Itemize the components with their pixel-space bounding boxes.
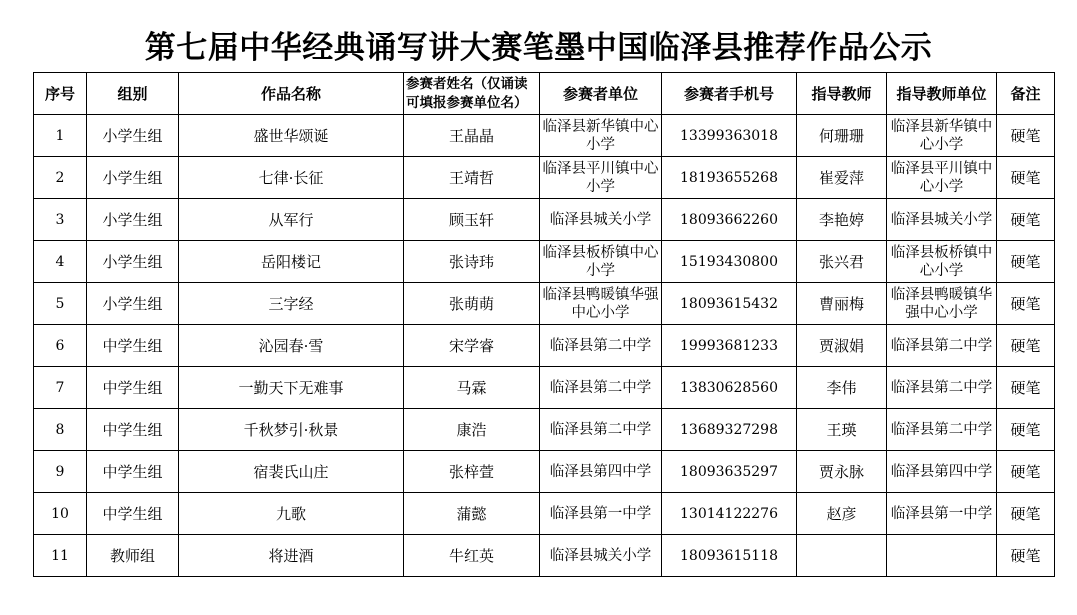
cell-no: 5: [34, 283, 87, 325]
cell-note: 硬笔: [997, 325, 1055, 367]
cell-group: 小学生组: [87, 115, 179, 157]
cell-work: 九歌: [179, 493, 404, 535]
header-work: 作品名称: [179, 73, 404, 115]
cell-teacher-unit: 临泽县第四中学: [887, 451, 997, 493]
cell-work: 将进酒: [179, 535, 404, 577]
cell-teacher-unit: 临泽县第二中学: [887, 409, 997, 451]
cell-no: 6: [34, 325, 87, 367]
page-title: 第七届中华经典诵写讲大赛笔墨中国临泽县推荐作品公示: [144, 30, 933, 66]
table-row: [34, 157, 1055, 199]
cell-phone: 19993681233: [662, 325, 797, 367]
cell-note: 硬笔: [997, 535, 1055, 577]
cell-work: 盛世华颂诞: [179, 115, 404, 157]
cell-teacher-unit: 临泽县第二中学: [887, 325, 997, 367]
cell-phone: 13014122276: [662, 493, 797, 535]
cell-teacher: 何珊珊: [797, 115, 887, 157]
table-row: [34, 241, 1055, 283]
cell-unit: 临泽县城关小学: [540, 199, 662, 241]
works-table: [33, 72, 1055, 577]
table-row: [34, 535, 1055, 577]
cell-teacher-unit: 临泽县城关小学: [887, 199, 997, 241]
cell-phone: 13399363018: [662, 115, 797, 157]
cell-name: 蒲懿: [404, 493, 540, 535]
table-row: [34, 409, 1055, 451]
cell-work: 岳阳楼记: [179, 241, 404, 283]
cell-no: 11: [34, 535, 87, 577]
header-phone: 参赛者手机号: [662, 73, 797, 115]
cell-teacher-unit: 临泽县板桥镇中心小学: [887, 241, 997, 283]
cell-teacher-unit: 临泽县新华镇中心小学: [887, 115, 997, 157]
cell-note: 硬笔: [997, 493, 1055, 535]
cell-no: 9: [34, 451, 87, 493]
cell-no: 1: [34, 115, 87, 157]
cell-teacher: 王瑛: [797, 409, 887, 451]
cell-note: 硬笔: [997, 367, 1055, 409]
header-name: 参赛者姓名（仅诵读可填报参赛单位名）: [404, 73, 540, 115]
cell-name: 顾玉轩: [404, 199, 540, 241]
table-header-row: [34, 73, 1055, 115]
cell-group: 中学生组: [87, 367, 179, 409]
cell-group: 小学生组: [87, 283, 179, 325]
cell-teacher: 贾淑娟: [797, 325, 887, 367]
table-row: [34, 199, 1055, 241]
cell-work: 宿裴氏山庄: [179, 451, 404, 493]
table-row: [34, 283, 1055, 325]
cell-unit: 临泽县第四中学: [540, 451, 662, 493]
cell-unit: 临泽县第一中学: [540, 493, 662, 535]
cell-teacher: 赵彦: [797, 493, 887, 535]
cell-teacher-unit: 临泽县平川镇中心小学: [887, 157, 997, 199]
cell-phone: 18093662260: [662, 199, 797, 241]
header-group: 组别: [87, 73, 179, 115]
cell-name: 马霖: [404, 367, 540, 409]
header-teacher-unit: 指导教师单位: [887, 73, 997, 115]
cell-phone: 15193430800: [662, 241, 797, 283]
header-no: 序号: [34, 73, 87, 115]
cell-teacher: [797, 535, 887, 577]
cell-name: 康浩: [404, 409, 540, 451]
cell-name: 宋学睿: [404, 325, 540, 367]
cell-no: 10: [34, 493, 87, 535]
table-row: [34, 115, 1055, 157]
cell-name: 王晶晶: [404, 115, 540, 157]
cell-name: 牛红英: [404, 535, 540, 577]
cell-note: 硬笔: [997, 199, 1055, 241]
cell-name: 张诗玮: [404, 241, 540, 283]
cell-group: 中学生组: [87, 409, 179, 451]
cell-unit: 临泽县平川镇中心小学: [540, 157, 662, 199]
cell-no: 4: [34, 241, 87, 283]
cell-unit: 临泽县板桥镇中心小学: [540, 241, 662, 283]
cell-work: 沁园春·雪: [179, 325, 404, 367]
cell-work: 一勤天下无难事: [179, 367, 404, 409]
cell-teacher: 李伟: [797, 367, 887, 409]
cell-no: 2: [34, 157, 87, 199]
cell-teacher-unit: 临泽县第一中学: [887, 493, 997, 535]
cell-phone: 18193655268: [662, 157, 797, 199]
cell-no: 7: [34, 367, 87, 409]
cell-note: 硬笔: [997, 409, 1055, 451]
cell-teacher: 贾永脉: [797, 451, 887, 493]
cell-phone: 13830628560: [662, 367, 797, 409]
cell-phone: 18093615118: [662, 535, 797, 577]
cell-phone: 18093635297: [662, 451, 797, 493]
header-unit: 参赛者单位: [540, 73, 662, 115]
cell-unit: 临泽县第二中学: [540, 325, 662, 367]
cell-note: 硬笔: [997, 241, 1055, 283]
cell-group: 中学生组: [87, 451, 179, 493]
cell-teacher: 张兴君: [797, 241, 887, 283]
header-note: 备注: [997, 73, 1055, 115]
cell-unit: 临泽县鸭暖镇华强中心小学: [540, 283, 662, 325]
cell-teacher-unit: 临泽县第二中学: [887, 367, 997, 409]
cell-group: 小学生组: [87, 241, 179, 283]
cell-unit: 临泽县第二中学: [540, 409, 662, 451]
table-row: [34, 493, 1055, 535]
cell-group: 中学生组: [87, 325, 179, 367]
cell-unit: 临泽县第二中学: [540, 367, 662, 409]
cell-group: 教师组: [87, 535, 179, 577]
cell-no: 8: [34, 409, 87, 451]
cell-teacher-unit: 临泽县鸭暖镇华强中心小学: [887, 283, 997, 325]
cell-note: 硬笔: [997, 115, 1055, 157]
cell-note: 硬笔: [997, 157, 1055, 199]
cell-name: 王靖哲: [404, 157, 540, 199]
cell-teacher: 李艳婷: [797, 199, 887, 241]
cell-work: 三字经: [179, 283, 404, 325]
cell-teacher: 崔爱萍: [797, 157, 887, 199]
cell-group: 中学生组: [87, 493, 179, 535]
cell-teacher-unit: [887, 535, 997, 577]
cell-group: 小学生组: [87, 157, 179, 199]
cell-name: 张萌萌: [404, 283, 540, 325]
cell-group: 小学生组: [87, 199, 179, 241]
cell-work: 从军行: [179, 199, 404, 241]
table-row: [34, 451, 1055, 493]
cell-work: 七律·长征: [179, 157, 404, 199]
cell-phone: 18093615432: [662, 283, 797, 325]
cell-no: 3: [34, 199, 87, 241]
cell-teacher: 曹丽梅: [797, 283, 887, 325]
header-teacher: 指导教师: [797, 73, 887, 115]
table-row: [34, 325, 1055, 367]
cell-note: 硬笔: [997, 283, 1055, 325]
cell-name: 张梓萱: [404, 451, 540, 493]
cell-unit: 临泽县城关小学: [540, 535, 662, 577]
cell-work: 千秋梦引·秋景: [179, 409, 404, 451]
cell-note: 硬笔: [997, 451, 1055, 493]
cell-unit: 临泽县新华镇中心小学: [540, 115, 662, 157]
table-row: [34, 367, 1055, 409]
cell-phone: 13689327298: [662, 409, 797, 451]
